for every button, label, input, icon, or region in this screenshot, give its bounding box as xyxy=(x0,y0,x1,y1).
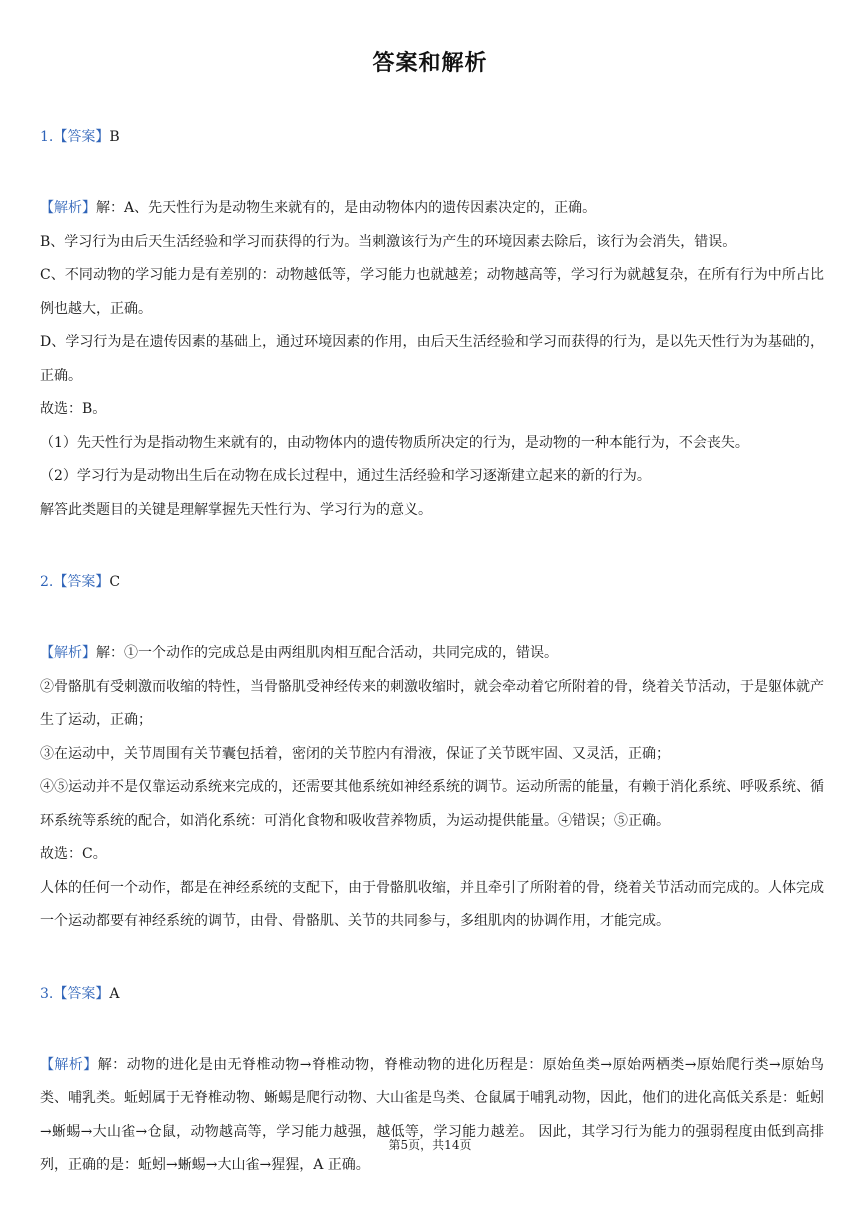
answer-line xyxy=(40,567,824,597)
analysis-tag: 【解析】 xyxy=(40,200,96,216)
analysis-lead: 【解析】解：①一个动作的完成总是由两组肌肉相互配合活动，共同完成的，错误。 xyxy=(40,645,558,661)
analysis-paragraph: ④⑤运动并不是仅靠运动系统来完成的，还需要其他系统如神经系统的调节。运动所需的能量，有赖于消化系统、呼吸系统、循环系统等系统的配合，如消化系统：可消化食物和吸收营养物质，为运动提供能量。④错误；⑤正确。 xyxy=(40,779,824,829)
analysis-tag: 【解析】 xyxy=(40,645,96,661)
analysis-paragraph: （1）先天性行为是指动物生来就有的，由动物体内的遗传物质所决定的行为，是动物的一种本能行为，不会丧失。 xyxy=(40,434,749,451)
answer-content xyxy=(40,122,824,1183)
analysis-paragraph: 人体的任何一个动作，都是在神经系统的支配下，由于骨骼肌收缩，并且牵引了所附着的骨，绕着关节活动而完成的。人体完成一个运动都要有神经系统的调节，由骨、骨骼肌、关节的共同参与，多组肌肉的协调作用，才能完成。 xyxy=(40,879,824,929)
analysis-paragraph: C、不同动物的学习能力是有差别的：动物越低等，学习能力也就越差；动物越高等，学习行为就越复杂，在所有行为中所占比例也越大，正确。 xyxy=(40,267,824,317)
analysis-paragraph: 故选：C。 xyxy=(40,846,107,862)
question-1 xyxy=(40,122,824,527)
analysis-paragraph: B、学习行为由后天生活经验和学习而获得的行为。当刺激该行为产生的环境因素去除后，该行为会消失，错误。 xyxy=(40,233,737,250)
page-footer: 第5页，共14页 xyxy=(388,1138,472,1152)
analysis-lead: 【解析】解：动物的进化是由无脊椎动物→脊椎动物，脊椎动物的进化历程是：原始鱼类→原始两栖类→原始爬行类→原始鸟类、哺乳类。蚯蚓属于无脊椎动物、蜥蜴是爬行动物、大山雀是鸟类、仓鼠属于哺乳动物，因此，他们的进化高低关系是：蚯蚓→蜥蜴→大山雀→仓鼠，动物越高等，学习能力越强，越低等，学习能力越差。 因此，其学习行为能力的强弱程度由低到高排列，正确的是：蚯蚓→蜥蜴→大山雀→猩猩，A 正确。 xyxy=(40,1056,825,1173)
analysis-paragraph: （2）学习行为是动物出生后在动物在成长过程中，通过生活经验和学习逐渐建立起来的新的行为。 xyxy=(40,468,651,484)
analysis-paragraph: ③在运动中，关节周围有关节囊包括着，密闭的关节腔内有滑液，保证了关节既牢固、又灵活，正确； xyxy=(40,745,670,762)
answer-value: C xyxy=(109,574,121,590)
answer-tag: 【答案】 xyxy=(53,129,110,145)
analysis-paragraph: 解答此类题目的关键是理解掌握先天性行为、学习行为的意义。 xyxy=(40,501,432,518)
answer-line xyxy=(40,122,824,152)
analysis-lead: 【解析】解：A、先天性行为是动物生来就有的，是由动物体内的遗传因素决定的，正确。 xyxy=(40,200,597,216)
page-title: 答案和解析 xyxy=(372,51,488,76)
question-number: 2. xyxy=(40,574,54,590)
answer-line xyxy=(40,979,824,1009)
answer-value: B xyxy=(109,129,120,145)
analysis-tag: 【解析】 xyxy=(40,1056,98,1073)
answer-tag: 【答案】 xyxy=(53,574,110,590)
question-number: 3. xyxy=(40,985,54,1002)
question-number: 1. xyxy=(40,129,54,145)
analysis-paragraph: 故选：B。 xyxy=(40,401,107,417)
question-2 xyxy=(40,567,824,939)
analysis-paragraph: D、学习行为是在遗传因素的基础上，通过环境因素的作用，由后天生活经验和学习而获得的行为，是以先天性行为为基础的，正确。 xyxy=(40,334,824,384)
answer-tag: 【答案】 xyxy=(53,985,110,1002)
answer-value: A xyxy=(109,985,120,1002)
analysis-paragraph: ②骨骼肌有受刺激而收缩的特性，当骨骼肌受神经传来的刺激收缩时，就会牵动着它所附着的骨，绕着关节活动，于是躯体就产生了运动，正确； xyxy=(40,678,824,728)
